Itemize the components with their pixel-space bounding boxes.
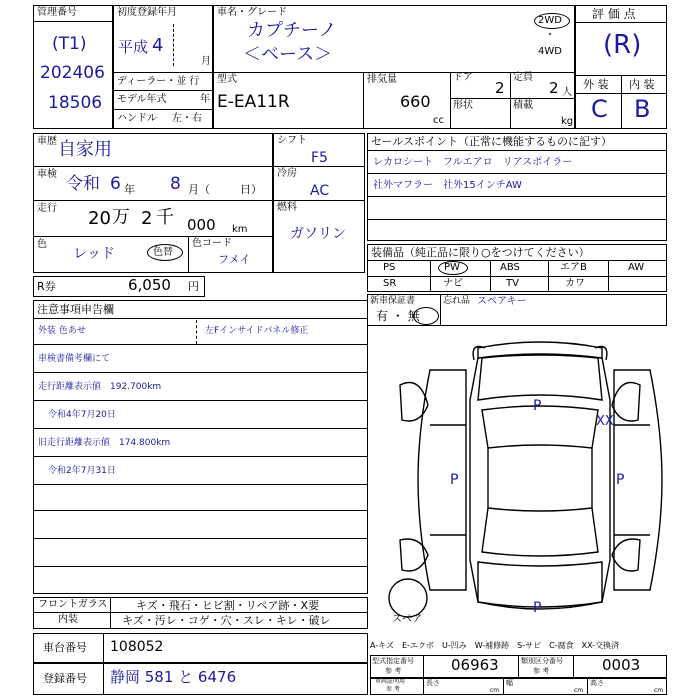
front-glass-value: キズ・飛石・ヒビ割・リペア跡・X要	[136, 599, 320, 612]
shareki-label: 車歴	[37, 136, 57, 147]
teiin-unit: 人	[562, 87, 572, 98]
hyoka-value: (R)	[603, 30, 642, 60]
chassis-label: 車台番号	[43, 641, 87, 654]
haiki-label: 排気量	[367, 74, 397, 85]
shaken-label: 車検	[37, 169, 57, 180]
keijo-label: 形状	[453, 100, 473, 111]
chassis-value: 108052	[110, 639, 164, 655]
note-line-3: 走行距離表示値 192.700km	[38, 382, 162, 392]
shodo-box	[113, 5, 213, 129]
interior-label: 内装	[58, 614, 78, 625]
reibou-value: AC	[310, 183, 330, 199]
interior-value: キズ・汚レ・コゲ・穴・スレ・キレ・破レ	[122, 614, 331, 627]
naiso-label: 内 装	[629, 78, 655, 91]
note-line-1a: 外装 色あせ	[38, 326, 86, 336]
model-year-unit: 年	[200, 94, 210, 105]
mark-right-xx: XX	[596, 414, 614, 429]
shaken-era: 令和	[66, 174, 100, 194]
door-label: ドア	[453, 72, 473, 83]
drive-dot: ・	[545, 30, 555, 41]
note-line-5: 旧走行距離表示値 174.800km	[38, 438, 171, 448]
mark-hood-p: P	[533, 398, 542, 414]
iro-value: レッド	[73, 246, 115, 262]
color-code-label: 色コード	[192, 238, 232, 249]
rken-unit: 円	[188, 280, 199, 293]
teiin-value: 2	[549, 79, 559, 97]
class-label: 類別区分番号	[521, 657, 563, 665]
wasure-label: 忘れ品	[443, 296, 471, 306]
equip-title: 装備品（純正品に限り○をつけてください）	[371, 246, 590, 259]
man-unit: 万	[112, 207, 130, 228]
note-line-6: 令和2年7月31日	[48, 466, 116, 476]
cert-ref: 参 考	[386, 686, 400, 693]
length-unit: cm	[490, 687, 500, 694]
sekisai-unit: kg	[561, 116, 574, 127]
iro-label: 色	[37, 239, 47, 250]
sales-title: セールスポイント（正常に機能するものに記す）	[371, 135, 613, 148]
naiso-value: B	[634, 95, 651, 123]
rken-value: 6,050	[128, 276, 171, 294]
kanri-number-2: 18506	[48, 93, 103, 113]
mark-rear-p: P	[533, 600, 542, 616]
kanri-label: 管理番号	[37, 7, 77, 18]
equip-aw: AW	[628, 262, 645, 273]
spare-label: スペア	[392, 614, 422, 625]
rken-label: R券	[37, 280, 56, 293]
mark-right-p: P	[616, 472, 625, 488]
handle-options: 左・右	[172, 113, 202, 124]
irogae-label: 色替	[153, 247, 173, 258]
front-glass-label: フロントガラス	[38, 599, 108, 610]
shaken-month-unit: 月（	[188, 183, 210, 196]
shaken-year-unit: 年	[124, 183, 135, 196]
shaken-month: 8	[170, 174, 181, 194]
type-label: 型式指定番号	[372, 657, 414, 665]
equip-sr: SR	[383, 278, 397, 289]
length-label: 長さ	[426, 679, 440, 687]
height-unit: cm	[654, 687, 664, 694]
hyoka-label: 評 価 点	[592, 7, 636, 21]
dealer-label: ディーラー・並 行	[117, 76, 200, 87]
equip-navi: ナビ	[443, 278, 463, 289]
mark-left-p: P	[450, 472, 459, 488]
haiki-value: 660	[400, 92, 431, 111]
gaiso-label: 外 装	[583, 78, 609, 91]
soukou-sen: 2	[141, 208, 153, 229]
notes-title: 注意事項申告欄	[37, 303, 114, 316]
type-ref: 参 考	[385, 667, 402, 675]
shift-value: F5	[311, 150, 328, 166]
equip-airbag: エアB	[560, 262, 587, 273]
sales-line-1: レカロシート フルエアロ リアスポイラー	[373, 157, 573, 168]
name-grade-label: 車名・グレード	[217, 7, 287, 18]
cert-box	[370, 678, 667, 695]
model-year-label: モデル年式	[117, 94, 167, 105]
cert-label: 車両証明用	[375, 678, 406, 685]
equip-leather: カワ	[565, 278, 585, 289]
reg-label: 登録番号	[43, 672, 87, 685]
drive-2wd: 2WD	[538, 15, 562, 26]
width-label: 幅	[506, 679, 513, 687]
teiin-label: 定員	[513, 72, 533, 83]
katashiki-label: 型式	[217, 74, 237, 85]
width-unit: cm	[574, 687, 584, 694]
class-value: 0003	[602, 656, 641, 674]
reg-value: 静岡 581 と 6476	[110, 668, 237, 686]
type-value: 06963	[451, 656, 499, 674]
kanri-number-1: 202406	[40, 63, 105, 83]
color-code-value: フメイ	[218, 253, 251, 266]
equip-ps: PS	[383, 262, 396, 273]
note-line-1b: 左Fインサイドパネル修正	[205, 326, 309, 336]
equip-abs: ABS	[500, 262, 520, 273]
car-diagram	[370, 330, 670, 630]
equip-tv: TV	[506, 278, 519, 289]
shaken-day-unit: 日）	[240, 183, 262, 196]
equip-pw: PW	[444, 262, 460, 273]
sales-line-2: 社外マフラー 社外15インチAW	[373, 180, 522, 191]
soukou-man: 20	[88, 208, 111, 229]
shodo-era: 平成	[118, 38, 149, 56]
wasure-value: スペアキー	[477, 296, 527, 307]
car-grade: ＜ベース＞	[243, 44, 333, 65]
warranty-value: 有 ・ 無	[376, 309, 420, 323]
drive-4wd: 4WD	[538, 46, 562, 57]
rken-box	[33, 276, 205, 297]
note-line-2: 車検書備考欄にて	[38, 354, 111, 364]
note-line-4: 令和4年7月20日	[48, 410, 116, 420]
warranty-nashi-circle	[413, 307, 439, 325]
shareki-value: 自家用	[58, 139, 112, 160]
sekisai-label: 積載	[513, 100, 533, 111]
katashiki-value: E-EA11R	[217, 92, 290, 112]
car-name: カプチーノ	[247, 20, 337, 41]
height-label: 高さ	[590, 679, 604, 687]
handle-label: ハンドル	[117, 113, 157, 124]
shodo-year: 4	[152, 35, 164, 56]
damage-legend: A-キズ E-エクボ U-凹み W-補修跡 S-サビ C-腐食 XX-交換済	[370, 641, 620, 650]
soukou-rest: 000	[187, 216, 216, 234]
shift-label: シフト	[277, 135, 307, 146]
gaiso-value: C	[591, 95, 608, 123]
soukou-label: 走行	[37, 203, 57, 214]
haiki-unit: cc	[433, 115, 444, 126]
kanri-code: (T1)	[52, 34, 87, 54]
shodo-month-unit: 月	[201, 56, 211, 67]
warranty-label: 新車保証書	[370, 296, 416, 306]
nenryo-label: 燃料	[277, 202, 297, 213]
class-ref: 参 考	[533, 667, 550, 675]
door-value: 2	[495, 79, 505, 97]
sen-unit: 千	[156, 207, 174, 228]
reibou-label: 冷房	[277, 168, 297, 179]
km-unit: km	[232, 224, 248, 235]
shodo-label: 初度登録年月	[117, 7, 177, 18]
nenryo-value: ガソリン	[290, 226, 346, 242]
shaken-year: 6	[110, 174, 121, 194]
